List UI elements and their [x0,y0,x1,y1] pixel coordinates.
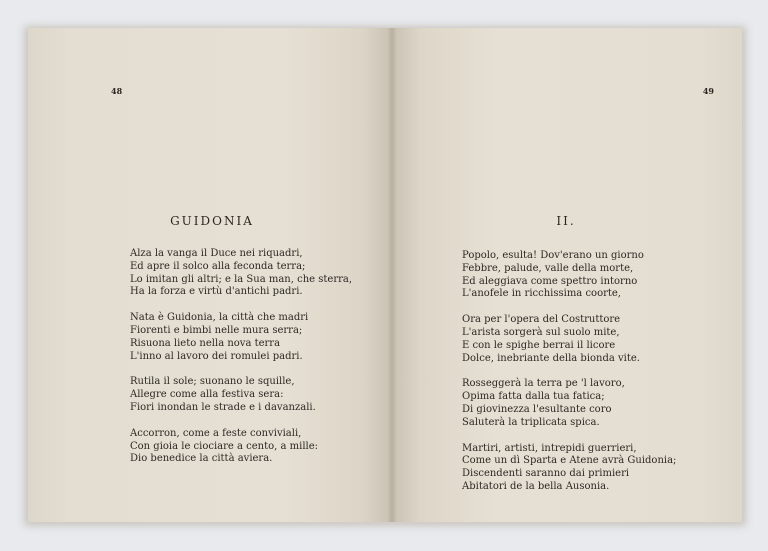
poem-title-left: GUIDONIA [170,214,254,228]
poem-line: Rutila il sole; suonano le squille, [130,376,295,388]
poem-line: Discendenti saranno dai primieri [462,468,630,480]
poem-line: Nata è Guidonia, la città che madri [130,312,309,324]
page-number-right: 49 [702,86,714,96]
poem-line: Ora per l'opera del Costruttore [462,314,621,326]
poem-line: Dio benedice la città aviera. [130,453,273,465]
poem-line: Con gioia le ciociare a cento, a mille: [130,440,319,452]
poem-line: Fiorenti e bimbi nelle mura serra; [130,324,303,336]
poem-body-left [130,248,352,479]
stanza [462,250,676,301]
book-gutter [388,28,396,522]
poem-line: Lo imitan gli altri; e la Sua man, che sterra, [130,273,353,285]
poem-line: Accorron, come a feste conviviali, [130,427,302,439]
poem-line: Alza la vanga il Duce nei riquadri, [130,248,303,259]
stanza [462,314,676,365]
poem-line: Opima fatta dalla tua fatica; [462,391,605,403]
stanza [130,312,352,363]
poem-body-right [462,250,676,507]
poem-line: Ha la forza e virtù d'antichi padri. [130,286,303,298]
stanza [130,248,352,299]
poem-line: Febbre, palude, valle della morte, [462,262,634,274]
stanza [462,378,676,429]
page-number-left: 48 [111,86,123,96]
poem-line: E con le spighe berrai il licore [462,339,616,351]
poem-line: Saluterà la triplicata spica. [462,416,600,428]
poem-line: L'anofele in ricchissima coorte, [462,288,621,300]
poem-line: Rosseggerà la terra pe 'l lavoro, [462,378,625,390]
poem-line: Come un dì Sparta e Atene avrà Guidonia; [462,455,677,467]
poem-line: Allegre come alla festiva sera: [130,389,284,401]
poem-line: Fiori inondan le strade e i davanzali. [130,401,316,413]
stanza [130,376,352,414]
stanza [130,428,352,466]
poem-line: Risuona lieto nella nova terra [130,337,281,349]
poem-line: L'inno al lavoro dei romulei padri. [130,350,303,362]
poem-line: Ed aleggiava come spettro intorno [462,275,638,287]
poem-line: Martiri, artisti, intrepidi guerrieri, [462,442,637,454]
poem-line: Abitatori de la bella Ausonia. [462,480,610,492]
poem-line: L'arista sorgerà sul suolo mite, [462,326,620,338]
poem-title-right: II. [556,214,576,228]
poem-line: Di giovinezza l'esultante coro [462,403,612,415]
right-page [392,28,742,522]
left-page [28,28,392,522]
poem-line: Popolo, esulta! Dov'erano un giorno [462,250,644,261]
poem-line: Ed apre il solco alla feconda terra; [130,260,306,272]
stanza [462,443,676,494]
poem-line: Dolce, inebriante della bionda vite. [462,352,640,364]
